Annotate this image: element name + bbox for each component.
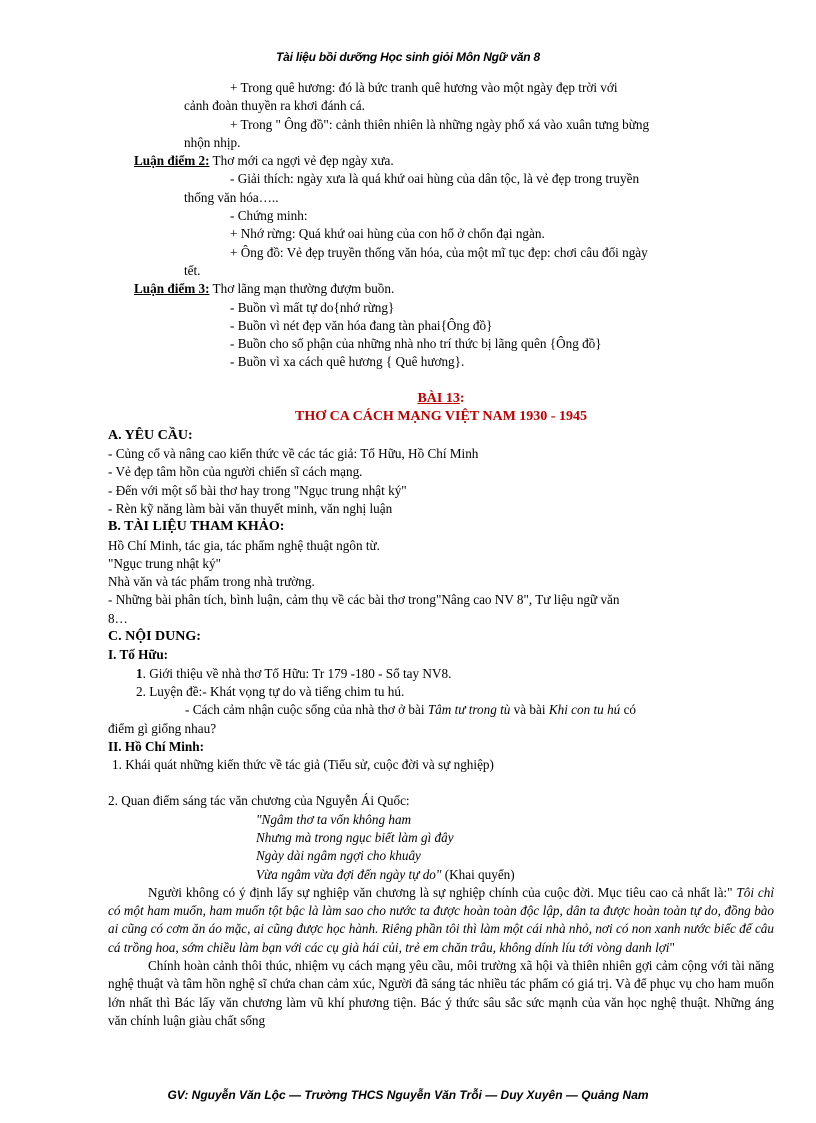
list-item: - Đến với một số bài thơ hay trong "Ngục trung nhật ký" [108,482,407,498]
list-item: - Vẻ đẹp tâm hồn của người chiến sĩ cách mạng. [108,464,363,480]
luan-diem-text: Thơ lãng mạn thường đượm buồn. [209,281,395,297]
subsection-ho-chi-minh: II. Hồ Chí Minh: [108,738,204,754]
paragraph-text: Người không có ý định lấy sự nghiệp văn chương là sự nghiệp chính của cuộc đời. Mục tiêu cao cả nhất là:" [148,884,737,900]
list-item [108,701,774,719]
text-line: - Buồn cho số phận của những nhà nho trí thức bị lãng quên {Ông đồ} [230,336,602,352]
lesson-title: THƠ CA CÁCH MẠNG VIỆT NAM 1930 - 1945 [295,409,587,425]
text-line: cảnh đoàn thuyền ra khơi đánh cá. [184,98,365,114]
text-line: - Buồn vì nét đẹp văn hóa đang tàn phai{Ông đồ} [230,317,493,333]
poem-line: Nhưng mà trong ngục biết làm gì đây [256,829,454,845]
quote-text: Tôi chỉ có một ham muốn, ham muốn tột bậc là làm sao cho nước ta được hoàn toàn độc lập, dân ta được hoàn toàn tự do, đồng bào ai cũng có cơm ăn áo mặc, ai cũng được học hành. Riêng phần tôi thì làm một cái nhà nhỏ, nơi có non xanh nước biếc để câu cá trồng hoa, sớm chiều làm bạn với các cụ già hái củi, trẻ em chăn trâu, không dính líu tới vòng danh lợi [108,884,775,955]
list-item: Hồ Chí Minh, tác gia, tác phẩm nghệ thuật ngôn từ. [108,537,380,553]
section-heading-b: B. TÀI LIỆU THAM KHẢO: [108,519,285,535]
text-line: - Buồn vì mất tự do{nhớ rừng} [230,299,395,315]
poem-text: Vừa ngâm vừa đợi đến ngày tự do" [256,866,442,882]
text-line: tết. [184,262,201,278]
list-item [108,665,774,683]
spacer [108,372,774,390]
text-line: - Chứng minh: [230,208,308,224]
text-line: nhộn nhịp. [184,134,241,150]
list-item: 2. Quan điểm sáng tác văn chương của Nguyễn Ái Quốc: [108,793,410,809]
text-line: thống văn hóa….. [184,189,279,205]
lesson-colon: : [459,390,465,406]
poem-source: (Khai quyển) [441,866,515,882]
paragraph-text: " [669,939,675,955]
list-item: 1. Khái quát những kiến thức về tác giả (Tiểu sử, cuộc đời và sự nghiệp) [112,757,494,773]
lesson-number [108,390,774,409]
luan-diem-label: Luận điểm 2: [134,153,210,169]
item-text: và bài [510,702,549,718]
list-item: - Những bài phân tích, bình luận, cảm thụ về các bài thơ trong"Nâng cao NV 8", Tư liệu ngữ văn [108,592,620,608]
item-number: 1 [136,665,143,681]
list-item: - Rèn kỹ năng làm bài văn thuyết minh, văn nghị luận [108,500,393,516]
poem-title: Khi con tu hú [548,702,621,718]
list-item: 2. Luyện đề:- Khát vọng tự do và tiếng chim tu hú. [136,683,405,699]
spacer [108,774,774,792]
list-item: "Ngục trung nhật ký" [108,555,221,571]
text-line: + Nhớ rừng: Quá khứ oai hùng của con hổ ở chốn đại ngàn. [230,226,545,242]
poem-line [108,866,774,884]
luan-diem-2 [108,152,774,170]
section-heading-c: C. NỘI DUNG: [108,629,201,645]
item-text: - Cách cảm nhận cuộc sống của nhà thơ ở bài [185,702,428,718]
subsection-to-huu: I. Tố Hữu: [108,647,169,663]
document-body [108,79,774,1030]
lesson-label: BÀI 13 [417,390,460,406]
paragraph [108,884,774,957]
item-text: có [620,702,637,718]
luan-diem-text: Thơ mới ca ngợi vẻ đẹp ngày xưa. [209,153,394,169]
item-text: . Giới thiệu về nhà thơ Tố Hữu: Tr 179 -180 - Sổ tay NV8. [142,665,452,681]
page-footer: GV: Nguyễn Văn Lộc — Trường THCS Nguyễn Văn Trỗi — Duy Xuyên — Quảng Nam [167,1088,649,1102]
section-heading-a: A. YÊU CẦU: [108,427,193,443]
text-line: - Giải thích: ngày xưa là quá khứ oai hùng của dân tộc, là vẻ đẹp trong truyền [230,171,640,187]
text-line: + Ông đồ: Vẻ đẹp truyền thống văn hóa, của một mĩ tục đẹp: chơi câu đối ngày [230,244,648,260]
luan-diem-3 [108,280,774,298]
poem-line: Ngày dài ngâm ngợi cho khuây [256,848,421,864]
paragraph: Chính hoàn cảnh thôi thúc, nhiệm vụ cách mạng yêu cầu, môi trường xã hội và thiên nhiên gợi cảm cộng với tài năng nghệ thuật và tâm hồn nghệ sĩ chứa chan cảm xúc, Người đã sáng tác nhiều tác phẩm có giá trị. Và để phục vụ cho ham muốn lớn nhất thì Bác lấy văn chương làm vũ khí phương tiện. Bác ý thức sâu sắc sức mạnh của văn học nghệ thuật. Những áng văn chính luận giàu chất sống [108,958,774,1028]
text-line: - Buồn vì xa cách quê hương { Quê hương}. [230,354,465,370]
luan-diem-label: Luận điểm 3: [134,281,210,297]
poem-line: "Ngâm thơ ta vốn không ham [256,811,412,827]
poem-title: Tâm tư trong tù [427,702,511,718]
list-item: Nhà văn và tác phẩm trong nhà trường. [108,574,315,590]
list-item: điểm gì giống nhau? [108,720,217,736]
text-line: + Trong " Ông đồ": cảnh thiên nhiên là những ngày phố xá vào xuân tưng bừng [230,116,650,132]
page-header: Tài liệu bồi dưỡng Học sinh giỏi Môn Ngữ văn 8 [276,50,540,64]
text-line: + Trong quê hương: đó là bức tranh quê hương vào một ngày đẹp trời với [230,80,618,95]
list-item: - Củng cố và nâng cao kiến thức về các tác giả: Tố Hữu, Hồ Chí Minh [108,446,479,462]
list-item: 8… [108,610,128,626]
